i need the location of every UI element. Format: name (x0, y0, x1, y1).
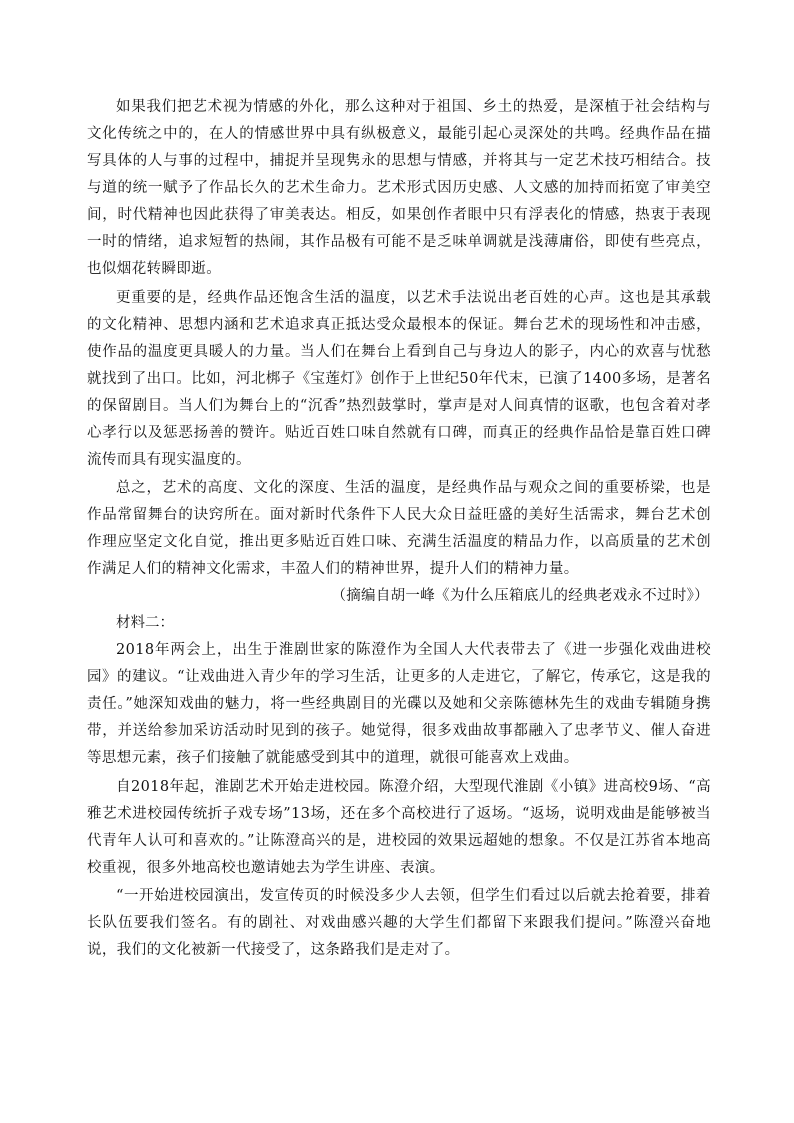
material1-paragraph-3: 总之，艺术的高度、文化的深度、生活的温度，是经典作品与观众之间的重要桥梁，也是作品常留舞台的诀窍所在。面对新时代条件下人民大众日益旺盛的美好生活需求，舞台艺术创作理应坚定文化自觉，推出更多贴近百姓口味、充满生活温度的精品力作，以高质量的艺术创作满足人们的精神文化需求，丰盈人们的精神世界，提升人们的精神力量。 (87, 480, 711, 577)
material1-paragraph-1: 如果我们把艺术视为情感的外化，那么这种对于祖国、乡土的热爱，是深植于社会结构与文化传统之中的，在人的情感世界中具有纵极意义，最能引起心灵深处的共鸣。经典作品在描写具体的人与事的过程中，捕捉并呈现隽永的思想与情感，并将其与一定艺术技巧相结合。技与道的统一赋予了作品长久的艺术生命力。艺术形式因历史感、人文感的加持而拓宽了审美空间，时代精神也因此获得了审美表达。相反，如果创作者眼中只有浮表化的情感，热衷于表现一时的情绪，追求短暂的热闹，其作品极有可能不是乏味单调就是浅薄庸俗，即使有些亮点，也似烟花转瞬即逝。 (87, 99, 711, 277)
material1-paragraph-2: 更重要的是，经典作品还饱含生活的温度，以艺术手法说出老百姓的心声。这也是其承载的文化精神、思想内涵和艺术追求真正抵达受众最根本的保证。舞台艺术的现场性和冲击感，使作品的温度更具暖人的力量。当人们在舞台上看到自己与身边人的影子，内心的欢喜与忧愁就找到了出口。比如，河北梆子《宝莲灯》创作于上世纪50年代末，已演了1400多场，是著名的保留剧目。当人们为舞台上的“沉香”热烈鼓掌时，掌声是对人间真情的讴歌，也包含着对孝心孝行以及惩恶扬善的赞许。贴近百姓口味自然就有口碑，而真正的经典作品恰是靠百姓口碑流传而具有现实温度的。 (87, 289, 711, 468)
material2-paragraph-2: 自2018年起，淮剧艺术开始走进校园。陈澄介绍，大型现代淮剧《小镇》进高校9场、“高雅艺术进校园传统折子戏专场”13场，还在多个高校进行了返场。“返场，说明戏曲是能够被当代青年人认可和喜欢的。”让陈澄高兴的是，进校园的效果远超她的想象。不仅是江苏省本地高校重视，很多外地高校也邀请她去为学生讲座、表演。 (87, 778, 711, 876)
material1-source-citation: （摘编自胡一峰《为什么压箱底儿的经典老戏永不过时》） (331, 588, 709, 604)
material2-paragraph-3: “一开始进校园演出，发宣传页的时候没多少人去领，但学生们看过以后就去抢着要，排着长队伍要我们签名。有的剧社、对戏曲感兴趣的大学生们都留下来跟我们提问。”陈澄兴奋地说，我们的文化被新一代接受了，这条路我们是走对了。 (87, 888, 711, 958)
document-page (87, 94, 711, 964)
material2-heading: 材料二： (116, 615, 174, 631)
material2-paragraph-1: 2018年两会上，出生于淮剧世家的陈澄作为全国人大代表带去了《进一步强化戏曲进校园》的建议。“让戏曲进入青少年的学习生活，让更多的人走进它，了解它，传承它，这是我的责任。”她深知戏曲的魅力，将一些经典剧目的光碟以及她和父亲陈德林先生的戏曲专辑随身携带，并送给参加采访活动时见到的孩子。她觉得，很多戏曲故事都融入了忠孝节义、催人奋进等思想元素，孩子们接触了就能感受到其中的道理，就很可能喜欢上戏曲。 (87, 642, 711, 766)
